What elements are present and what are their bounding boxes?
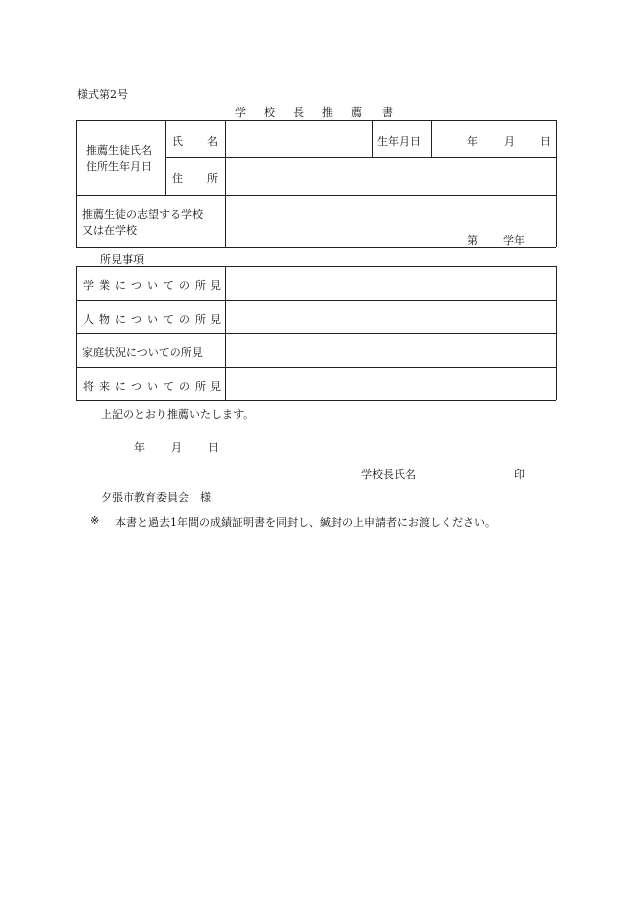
address-label-char: 住 bbox=[172, 172, 183, 185]
seal-mark: 印 bbox=[514, 468, 525, 481]
table-border bbox=[76, 266, 77, 400]
finding-label-char: の bbox=[179, 279, 190, 292]
school-label: 又は在学校 bbox=[82, 224, 137, 237]
finding-label-char: つ bbox=[131, 380, 142, 393]
finding-label-char: 人 bbox=[83, 313, 94, 326]
grade-suffix: 学年 bbox=[503, 234, 525, 247]
finding-label-char: に bbox=[115, 380, 126, 393]
table-border bbox=[76, 400, 556, 401]
date-day-unit: 日 bbox=[208, 441, 219, 454]
finding-label-char: 業 bbox=[99, 279, 110, 292]
finding-label-char: 所 bbox=[195, 380, 206, 393]
closing-statement: 上記のとおり推薦いたします。 bbox=[101, 408, 255, 421]
finding-label-char: て bbox=[163, 313, 174, 326]
finding-label-char: 物 bbox=[99, 313, 110, 326]
finding-label-char: 見 bbox=[210, 313, 221, 326]
address-label-char: 所 bbox=[207, 172, 218, 185]
birth-month-unit: 月 bbox=[504, 135, 515, 148]
finding-label-char: い bbox=[147, 279, 158, 292]
school-label: 推薦生徒の志望する学校 bbox=[82, 208, 203, 221]
table-border bbox=[556, 266, 557, 400]
finding-label-char: 見 bbox=[210, 279, 221, 292]
table-border bbox=[165, 120, 166, 195]
birth-day-unit: 日 bbox=[540, 135, 551, 148]
finding-label-char: に bbox=[115, 313, 126, 326]
table-border bbox=[372, 120, 373, 157]
name-address-label: 推薦生徒氏名 bbox=[86, 144, 152, 157]
principal-name-label: 学校長氏名 bbox=[361, 468, 416, 481]
finding-label-char: 来 bbox=[99, 380, 110, 393]
finding-label-char: て bbox=[163, 279, 174, 292]
note-mark: ※ bbox=[90, 514, 100, 527]
student-address-field[interactable] bbox=[226, 158, 555, 194]
finding-label-char: つ bbox=[131, 279, 142, 292]
table-border bbox=[431, 120, 432, 157]
form-number: 様式第2号 bbox=[77, 88, 128, 101]
title-char: 書 bbox=[382, 106, 393, 119]
finding-label-char: 所 bbox=[195, 279, 206, 292]
finding-label-char: つ bbox=[131, 313, 142, 326]
finding-family-field[interactable] bbox=[226, 334, 555, 366]
finding-label-char: の bbox=[179, 380, 190, 393]
finding-label-char: に bbox=[115, 279, 126, 292]
finding-label-char: 将 bbox=[83, 380, 94, 393]
finding-academic-field[interactable] bbox=[226, 267, 555, 299]
name-address-label: 住所生年月日 bbox=[86, 160, 152, 173]
table-border bbox=[556, 120, 557, 247]
finding-label-char: い bbox=[147, 313, 158, 326]
addressee: 夕張市教育委員会 様 bbox=[101, 491, 211, 504]
name-label-char: 名 bbox=[207, 135, 218, 148]
title-char: 学 bbox=[235, 106, 246, 119]
birthdate-label: 生年月日 bbox=[377, 135, 421, 148]
title-char: 校 bbox=[264, 106, 275, 119]
finding-character-field[interactable] bbox=[226, 301, 555, 332]
title-char: 薦 bbox=[351, 106, 362, 119]
grade-prefix: 第 bbox=[467, 234, 478, 247]
title-char: 推 bbox=[322, 106, 333, 119]
finding-label-char: 見 bbox=[210, 380, 221, 393]
table-border bbox=[76, 247, 556, 248]
table-border bbox=[76, 120, 77, 247]
title-char: 長 bbox=[293, 106, 304, 119]
finding-label-char: の bbox=[179, 313, 190, 326]
findings-section-title: 所見事項 bbox=[100, 253, 144, 266]
finding-label-char: 所 bbox=[195, 313, 206, 326]
finding-future-field[interactable] bbox=[226, 368, 555, 399]
finding-label-char: 学 bbox=[83, 279, 94, 292]
finding-label: 家庭状況についての所見 bbox=[82, 346, 203, 359]
date-year-unit: 年 bbox=[134, 441, 145, 454]
name-label-char: 氏 bbox=[172, 135, 183, 148]
date-month-unit: 月 bbox=[171, 441, 182, 454]
finding-label-char: て bbox=[163, 380, 174, 393]
birth-year-unit: 年 bbox=[467, 135, 478, 148]
finding-label-char: い bbox=[147, 380, 158, 393]
student-name-field[interactable] bbox=[226, 121, 371, 156]
note-text: 本書と過去1年間の成績証明書を同封し、緘封の上申請者にお渡しください。 bbox=[115, 516, 496, 529]
